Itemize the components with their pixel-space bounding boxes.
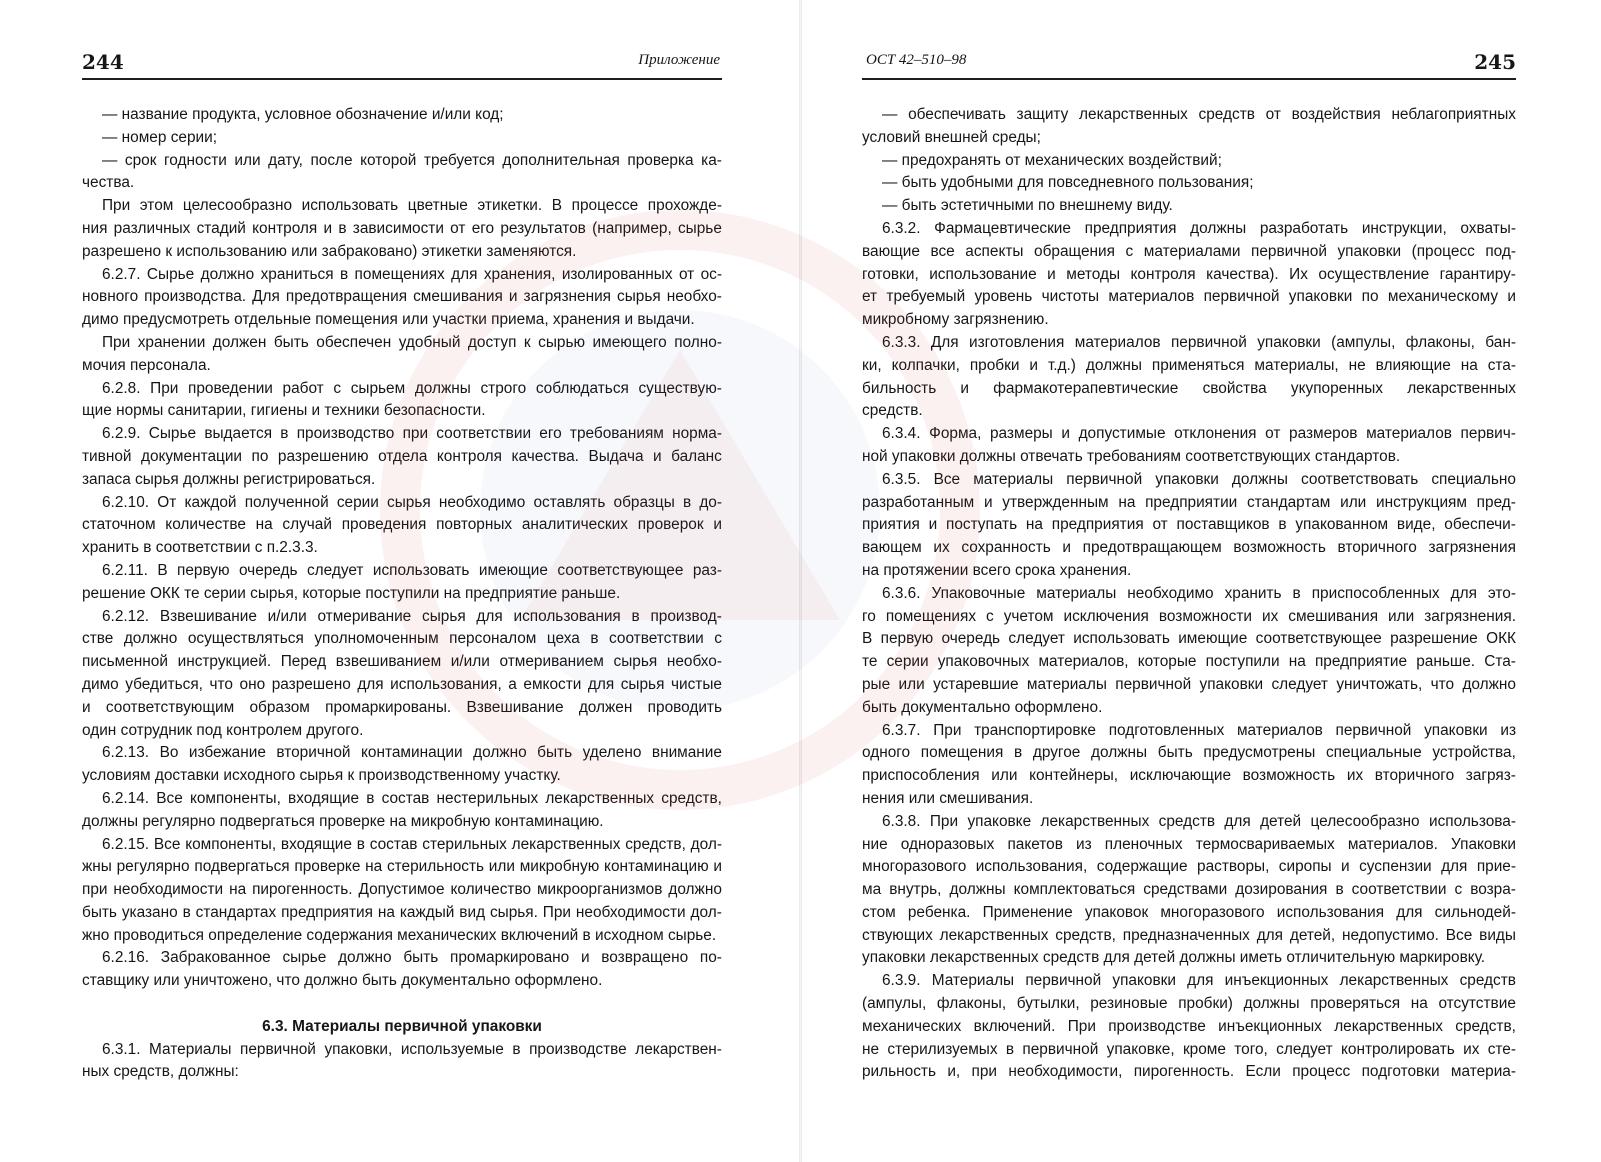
text-line: чества. [82,174,135,192]
text-line: 6.3.7. При транспортировке подготовленных материалов первичной упаковки из [882,721,1516,739]
text-line: 6.3.3. Для изготовления материалов первичной упаковки (ампулы, флаконы, бан- [882,333,1516,351]
text-line: 6.2.9. Сырье выдается в производство при соответствии его требованиям норма- [102,425,722,443]
text-line: — предохранять от механических воздействий; [882,151,1222,169]
text-line: ной упаковки должны отвечать требованиям соответствующих стандартов. [862,447,1401,465]
text-line: должны регулярно подвергаться проверке на микробную контаминацию. [82,812,604,830]
right-running-header [862,52,1516,80]
text-line: вающем их сохранность и предотвращающем возможность вторичного загрязнения [862,539,1516,557]
text-line: ма внутрь, должны комплектоваться средствами дозирования в соответствии с возра- [862,881,1516,899]
text-line: — номер серии; [102,128,217,146]
text-line: статочном количестве на случай проведения повторных аналитических проверок и [82,516,722,534]
text-line: микробному загрязнению. [862,311,1049,329]
text-line: запаса сырья должны регистрироваться. [82,470,376,488]
text-line: 6.3.2. Фармацевтические предприятия должны разработать инструкции, охваты- [882,219,1516,237]
text-line: многоразового использования, содержащие растворы, сиропы и суспензии для прие- [862,858,1516,876]
text-line: 6.2.10. От каждой полученной серии сырья необходимо оставлять образцы в до- [102,493,722,511]
text-line: жны регулярно подвергаться проверке на стерильность или микробную контаминацию и [82,858,722,876]
right-page [800,0,1601,1162]
text-line: димо предусмотреть отдельные помещения или участки приема, хранения и выдачи. [82,311,695,329]
text-line: 6.2.11. В первую очередь следует использовать имеющие соответствующее раз- [102,561,722,579]
text-line: не стерилизуемых в первичной упаковке, кроме того, следует контролировать их сте- [862,1040,1516,1058]
text-line: ет требуемый уровень чистоты материалов первичной упаковки по механическому и [862,288,1516,306]
text-line: рые или устаревшие материалы первичной упаковки следует уничтожать, что должно [862,675,1516,693]
text-line: разработанным и утвержденным на предприятии стандартам или инструкциям пред- [862,493,1516,511]
text-line: ствующих лекарственных средств, предназначенных для детей, недопустимо. Все виды [862,926,1516,944]
text-line: одного помещения в другое должны быть предусмотрены специальные устройства, [862,744,1516,762]
left-running-header [82,52,722,80]
text-line: 6.2.14. Все компоненты, входящие в состав нестерильных лекарственных средств, [102,789,722,807]
text-line: бильность и фармакотерапевтические свойства укупоренных лекарственных [862,379,1516,397]
right-page-number: 245 [1474,50,1516,74]
text-line: рильность и, при необходимости, пирогенность. Если процесс подготовки материа- [862,1063,1516,1081]
section-heading: 6.3. Материалы первичной упаковки [262,1017,542,1035]
text-line: мочия персонала. [82,356,211,374]
text-line: 6.3.6. Упаковочные материалы необходимо хранить в приспособленных для это- [882,584,1516,602]
text-line: 6.2.16. Забракованное сырье должно быть промаркировано и возвращено по- [102,949,722,967]
text-line: (ампулы, флаконы, бутылки, резиновые пробки) должны проверяться на отсутствие [862,995,1516,1013]
text-line: разрешено к использованию или забраковано) этикетки заменяются. [82,242,577,260]
text-line: готовки, использование и методы контроля качества). Их осуществление гарантиру- [862,265,1516,283]
text-line: приспособления или контейнеры, исключающие возможность их вторичного загряз- [862,767,1516,785]
blank-line [82,993,722,1016]
text-line: хранить в соответствии с п.2.3.3. [82,539,318,557]
text-line: щие нормы санитарии, гигиены и техники безопасности. [82,402,486,420]
text-line: ние одноразовых пакетов из пленочных термосвариваемых материалов. Упаковки [862,835,1516,853]
text-line: средств. [862,402,923,420]
text-line: те серии упаковочных материалов, которые поступили на предприятие раньше. Ста- [862,653,1516,671]
text-line: 6.3.1. Материалы первичной упаковки, используемые в производстве лекарствен- [102,1040,722,1058]
text-line: стом ребенка. Применение упаковок многоразового использования для сильнодей- [862,903,1516,921]
text-line: тивной документации по разрешению отдела контроля качества. Выдача и баланс [82,447,722,465]
left-page [0,0,800,1162]
text-line: — срок годности или дату, после которой требуется дополнительная проверка ка- [102,151,722,169]
text-line: вающие все аспекты обращения с материалами первичной упаковки (процесс под- [862,242,1516,260]
text-line: стве должно осуществляться уполномоченным персоналом цеха в соответствии с [82,630,722,648]
text-line: нения или смешивания. [862,789,1034,807]
text-line: при необходимости на пирогенность. Допустимое количество микроорганизмов должно [82,881,722,899]
text-line: ки, колпачки, пробки и т.д.) должны применяться материалы, не влияющие на ста- [862,356,1516,374]
text-line: письменной инструкцией. Перед взвешиванием и/или отмериванием сырья необхо- [82,653,722,671]
text-line: В первую очередь следует использовать имеющие соответствующее разрешение ОКК [862,630,1516,648]
right-header-title: ОСТ 42–510–98 [866,52,967,68]
text-line: димо убедиться, что оно разрешено для использования, а емкости для сырья чистые [82,675,722,693]
text-line: 6.2.7. Сырье должно храниться в помещениях для хранения, изолированных от ос- [102,265,722,283]
text-line: — быть удобными для повседневного пользования; [882,174,1254,192]
text-line: приятия и поступать на предприятия от поставщиков в упакованном виде, обеспечи- [862,516,1516,534]
text-line: — название продукта, условное обозначение и/или код; [102,106,504,123]
text-line: го помещениях с учетом исключения возможности их смешивания или загрязнения. [862,607,1516,625]
text-line: 6.2.15. Все компоненты, входящие в состав стерильных лекарственных средств, дол- [102,835,722,853]
text-line: механических включений. При производстве инъекционных лекарственных средств, [862,1017,1516,1035]
left-header-title: Приложение [638,52,720,68]
text-line: быть указано в стандартах предприятия на каждый вид сырья. При необходимости дол- [82,903,722,921]
text-line: один сотрудник под контролем другого. [82,721,364,739]
text-line: условиям доставки исходного сырья к производственному участку. [82,767,561,785]
text-line: жно проводиться определение содержания механических включений в исходном сырье. [82,926,717,944]
text-line: 6.2.12. Взвешивание и/или отмеривание сырья для использования в производ- [102,607,722,625]
text-line: условий внешней среды; [862,128,1041,146]
text-line: — обеспечивать защиту лекарственных средств от воздействия неблагоприятных [882,106,1516,123]
left-body-text [82,104,722,1084]
text-line: и соответствующим образом промаркированы. Взвешивание должен проводить [82,698,722,716]
text-line: на протяжении всего срока хранения. [862,561,1132,579]
text-line: 6.3.9. Материалы первичной упаковки для инъекционных лекарственных средств [882,972,1516,990]
text-line: 6.2.13. Во избежание вторичной контаминации должно быть уделено внимание [102,744,722,762]
text-line: 6.2.8. При проведении работ с сырьем должны строго соблюдаться существую- [102,379,722,397]
text-line: 6.3.4. Форма, размеры и допустимые отклонения от размеров материалов первич- [882,425,1516,443]
text-line: быть документально оформлено. [862,698,1103,716]
text-line: — быть эстетичными по внешнему виду. [882,197,1173,215]
right-body-text [862,104,1516,1084]
text-line: 6.3.5. Все материалы первичной упаковки должны соответствовать специально [882,470,1516,488]
text-line: ставщику или уничтожено, что должно быть документально оформлено. [82,972,603,990]
text-line: решение ОКК те серии сырья, которые поступили на предприятие раньше. [82,584,621,602]
text-line: При этом целесообразно использовать цветные этикетки. В процессе прохожде- [102,197,722,215]
text-line: 6.3.8. При упаковке лекарственных средств для детей целесообразно использова- [882,812,1516,830]
text-line: новного производства. Для предотвращения смешивания и загрязнения сырья необхо- [82,288,722,306]
text-line: ных средств, должны: [82,1063,239,1081]
text-line: упаковки лекарственных средств для детей должны иметь отличительную маркировку. [862,949,1486,967]
left-page-number: 244 [82,50,124,74]
text-line: При хранении должен быть обеспечен удобный доступ к сырью имеющего полно- [102,333,722,351]
text-line: ния различных стадий контроля и в зависимости от его результатов (например, сырье [82,219,722,237]
